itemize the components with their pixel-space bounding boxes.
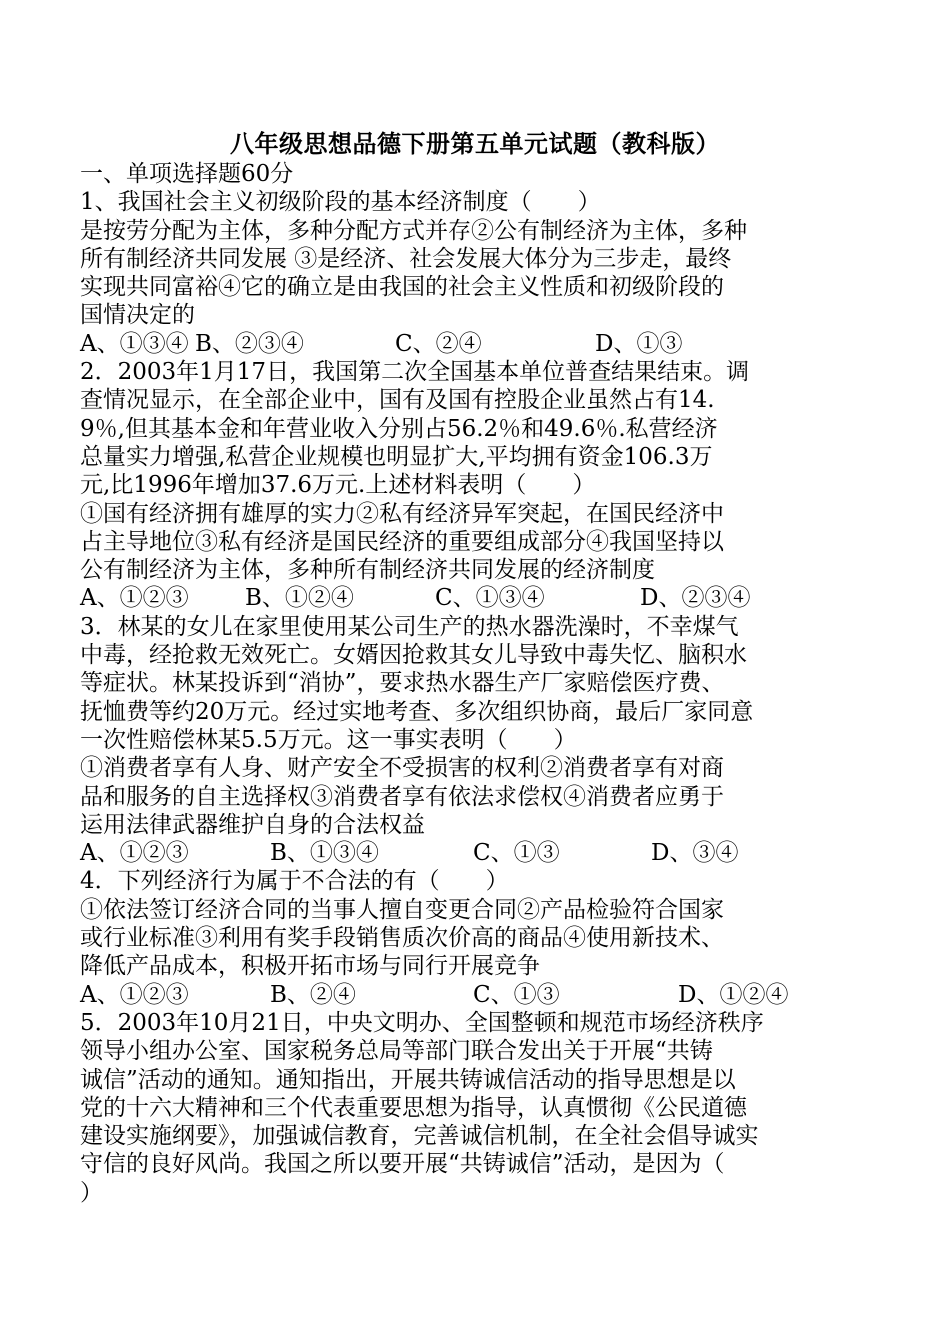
question-5 [80,1009,820,1207]
option-c: C、②④ [395,330,482,357]
option-c: C、①③ [473,840,560,867]
option-a: A、①②③ [80,585,189,612]
option-b: B、①③④ [270,840,379,867]
question-text-line: 国情决定的 [80,302,195,329]
question-text-line: 实现共同富裕④它的确立是由我国的社会主义性质和初级阶段的 [80,274,724,301]
question-text-line: 品和服务的自主选择权③消费者享有依法求偿权④消费者应勇于 [80,783,724,810]
option-d: D、①②④ [678,981,789,1008]
question-text-line: 抚恤费等约20万元。经过实地考查、多次组织协商，最后厂家同意 [80,698,754,725]
question-text-line: 一次性赔偿林某5.5万元。这一事实表明（ ） [80,726,577,753]
question-text-line: 诚信”活动的通知。通知指出，开展共铸诚信活动的指导思想是以 [80,1066,736,1093]
question-text-line: 3．林某的女儿在家里使用某公司生产的热水器洗澡时，不幸煤气 [80,613,739,640]
question-text-line: 建设实施纲要》，加强诚信教育，完善诚信机制，在全社会倡导诚实 [80,1123,759,1150]
option-d: D、①③ [595,330,683,357]
answer-options [80,330,820,358]
question-text-line: 党的十六大精神和三个代表重要思想为指导，认真惯彻《公民道德 [80,1094,747,1121]
question-text-line: 等症状。林某投诉到“消协”，要求热水器生产厂家赔偿医疗费、 [80,670,725,697]
question-text-line: 领导小组办公室、国家税务总局等部门联合发出关于开展“共铸 [80,1038,713,1065]
option-a: A、①②③ [80,981,189,1008]
question-text-line: 守信的良好风尚。我国之所以要开展“共铸诚信”活动，是因为（ [80,1151,725,1178]
question-text-line: 5．2003年10月21日，中央文明办、全国整顿和规范市场经济秩序 [80,1009,764,1036]
question-text-line: 9％,但其基本金和年营业收入分别占56.2％和49.6％.私营经济 [80,415,718,442]
answer-options [80,584,820,612]
question-text-line: ①国有经济拥有雄厚的实力②私有经济异军突起，在国民经济中 [80,500,724,527]
question-4 [80,867,820,1008]
question-1 [80,188,820,358]
question-text-line: 元,比1996年增加37.6万元.上述材料表明（ ） [80,472,596,499]
option-d: D、②③④ [640,585,751,612]
option-c: C、①③④ [435,585,545,612]
question-3 [80,613,820,868]
option-a: A、①③④ [80,330,189,357]
question-text-line: 总量实力增强,私营企业规模也明显扩大,平均拥有资金106.3万 [80,443,713,470]
question-text-line: 4．下列经济行为属于不合法的有（ ） [80,868,509,895]
option-b: B、②③④ [195,330,304,357]
option-d: D、③④ [651,840,739,867]
question-text-line: 是按劳分配为主体，多种分配方式并存②公有制经济为主体，多种 [80,217,747,244]
question-text-line: 占主导地位③私有经济是国民经济的重要组成部分④我国坚持以 [80,528,724,555]
question-text-line: 降低产品成本，积极开拓市场与同行开展竞争 [80,953,540,980]
question-2 [80,358,820,613]
option-a: A、①②③ [80,840,189,867]
question-text-line: 运用法律武器维护自身的合法权益 [80,811,425,838]
question-text-line: 2．2003年1月17日，我国第二次全国基本单位普查结果结束。调 [80,359,750,386]
question-text-line: 或行业标准③利用有奖手段销售质次价高的商品④使用新技术、 [80,925,724,952]
answer-options [80,981,820,1009]
question-text-line: 中毒，经抢救无效死亡。女婿因抢救其女儿导致中毒失忆、脑积水 [80,642,747,669]
option-b: B、①②④ [245,585,354,612]
option-c: C、①③ [473,981,560,1008]
question-text-line: 查情况显示，在全部企业中，国有及国有控股企业虽然占有14. [80,387,715,414]
question-text-line: ①依法签订经济合同的当事人擅自变更合同②产品检验符合国家 [80,896,724,923]
question-text-line: 所有制经济共同发展 ③是经济、社会发展大体分为三步走，最终 [80,245,732,272]
question-text-line: ①消费者享有人身、财产安全不受损害的权利②消费者享有对商 [80,755,724,782]
question-text-line: ） [80,1179,103,1206]
option-b: B、②④ [270,981,356,1008]
document-body [80,160,820,1207]
answer-options [80,839,820,867]
document-title: 八年级思想品德下册第五单元试题（教科版） [230,129,720,158]
section-heading: 一、单项选择题60分 [80,161,294,187]
question-stem: 1、我国社会主义初级阶段的基本经济制度（ ） [80,189,601,216]
question-text-line: 公有制经济为主体，多种所有制经济共同发展的经济制度 [80,557,655,584]
